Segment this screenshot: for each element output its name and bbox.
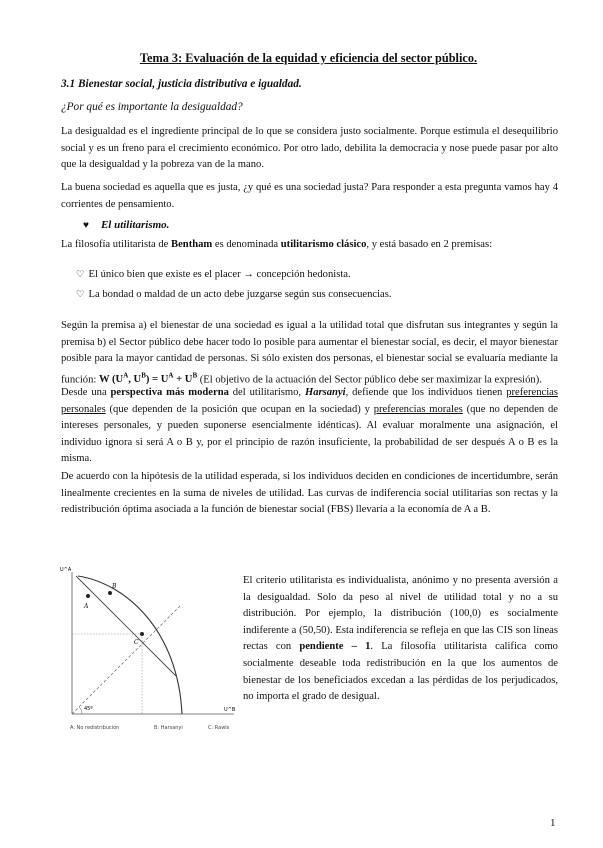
y-axis-label: U^A [60,567,72,573]
paragraph-harsanyi: Desde una perspectiva más moderna del utilitarismo, Harsanyi, defiende que los individuos tienen preferencias personales (que dependen de la posición que ocupan en la sociedad) y preferencias morales (que no dependen de intereses personales, y pueden suponerse esencialmente idénticas). Al evaluar moralmente una asignación, el individuo ignora si será A o B y, por el principio de razón insuficiente, la probabilidad de ser después A o B es la misma. [61,387,558,464]
welfare-function: W ($U^A$, $U^B) = U^A + U^B$ [98,371,198,386]
paragraph-bentham: La filosofía utilitarista de Bentham es denominada utilitarismo clásico, y está basado en 2 premisas: [61,239,493,250]
personal-preferences: preferencias personales [61,387,558,415]
point-b-marker [108,591,112,595]
utilitarianism-bullet [83,219,169,231]
utility-frontier [78,576,182,714]
heart-icon: ♥ [83,220,89,231]
page-title: Tema 3: Evaluación de la equidad y eficiencia del sector público. [139,51,478,65]
question-heading: ¿Por qué es importante la desigualdad? [61,101,243,113]
45-degree-line [72,606,180,714]
x-axis-label: U^B [224,707,236,713]
caption-b: B: Harsanyi [154,725,183,731]
page-number: 1 [550,817,556,829]
premise-b: ♡ La bondad o maldad de un acto debe juzgarse según sus consecuencias. [76,289,392,300]
paragraph-inequality: La desigualdad es el ingrediente principal de lo que se considera justo socialmente. Porque estimula el desequilibrio social y es un freno para el crecimiento económico. Por otro lado, debilita la democracia y nose puede pasar por alto que la desigualdad y la pobreza van de la mano. [61,126,558,171]
paragraph-good-society: La buena sociedad es aquella que es justa, ¿y qué es una sociedad justa? Para responder a esta pregunta vamos hay 4 corrientes de pensamiento. [61,182,558,210]
point-b-label: B [112,583,117,590]
indifference-line [76,576,176,676]
paragraph-premises: Según la premisa a) el bienestar de una sociedad es igual a la utilidad total que disfrutan sus integrantes y según la premisa b) el Sector público debe hacer todo lo posible para aumentar el bienestar social, es decir, el mayor bienestar posible para la mayor cantidad de personas. Si sólo existen dos personas, el bienestar social se evaluaría mediante la función: W ($U^A$, $U^B) = U^A + U^B$ (El objetivo de la actuación del Sector público debe ser maximizar la expresión). [61,320,558,386]
angle-label: 45º [84,706,93,712]
premise-a: ♡ El único bien que existe es el placer → concepción hedonista. [76,269,351,280]
utility-possibility-figure [58,562,238,737]
point-c-label: C [134,639,139,646]
paragraph-expected-utility: De acuerdo con la hipótesis de la utilidad esperada, si los individuos deciden en condiciones de incertidumbre, serán linealmente crecientes en la suma de niveles de utilidad. Las curvas de indiferencia social utilitarias son rectas y la redistribución óptima asociada a la función de bienestar social (FBS) llevaría a la economía de A a B. [61,471,558,515]
harsanyi-name: Harsanyi [304,387,346,398]
bentham-name: Bentham [171,239,213,250]
classic-utilitarianism: utilitarismo clásico [280,239,367,250]
bullet-heading: El utilitarismo. [100,219,170,231]
caption-c: C: Rawls [208,725,230,731]
section-heading: 3.1 Bienestar social, justicia distributiva e igualdad. [61,78,302,90]
caption-a: A: No redistribución [70,725,120,731]
moral-preferences: preferencias morales [373,403,463,415]
point-a-marker [86,594,90,598]
slope-minus-one: pendiente – 1 [299,641,371,653]
point-c-marker [140,632,144,636]
paragraph-utilitarian-criterion: El criterio utilitarista es individualista, anónimo y no presenta aversión a la desigualdad. Solo da peso al nivel de utilidad total y no a su distribución. Por ejemplo, la distribución (100,0) es socialmente indiferente a (50,50). Esta indiferencia se refleja en que las CIS son líneas rectas con pendiente – 1. La filosofía utilitarista califica como socialmente deseable toda redistribución en la que los aumentos de bienestar de los beneficiados excedan a las pérdidas de los perjudicados, no importa el grado de desigual. [243,575,558,703]
outline-heart-icon: ♡ [76,290,85,300]
point-a-label: A [84,603,89,610]
outline-heart-icon: ♡ [76,270,85,280]
